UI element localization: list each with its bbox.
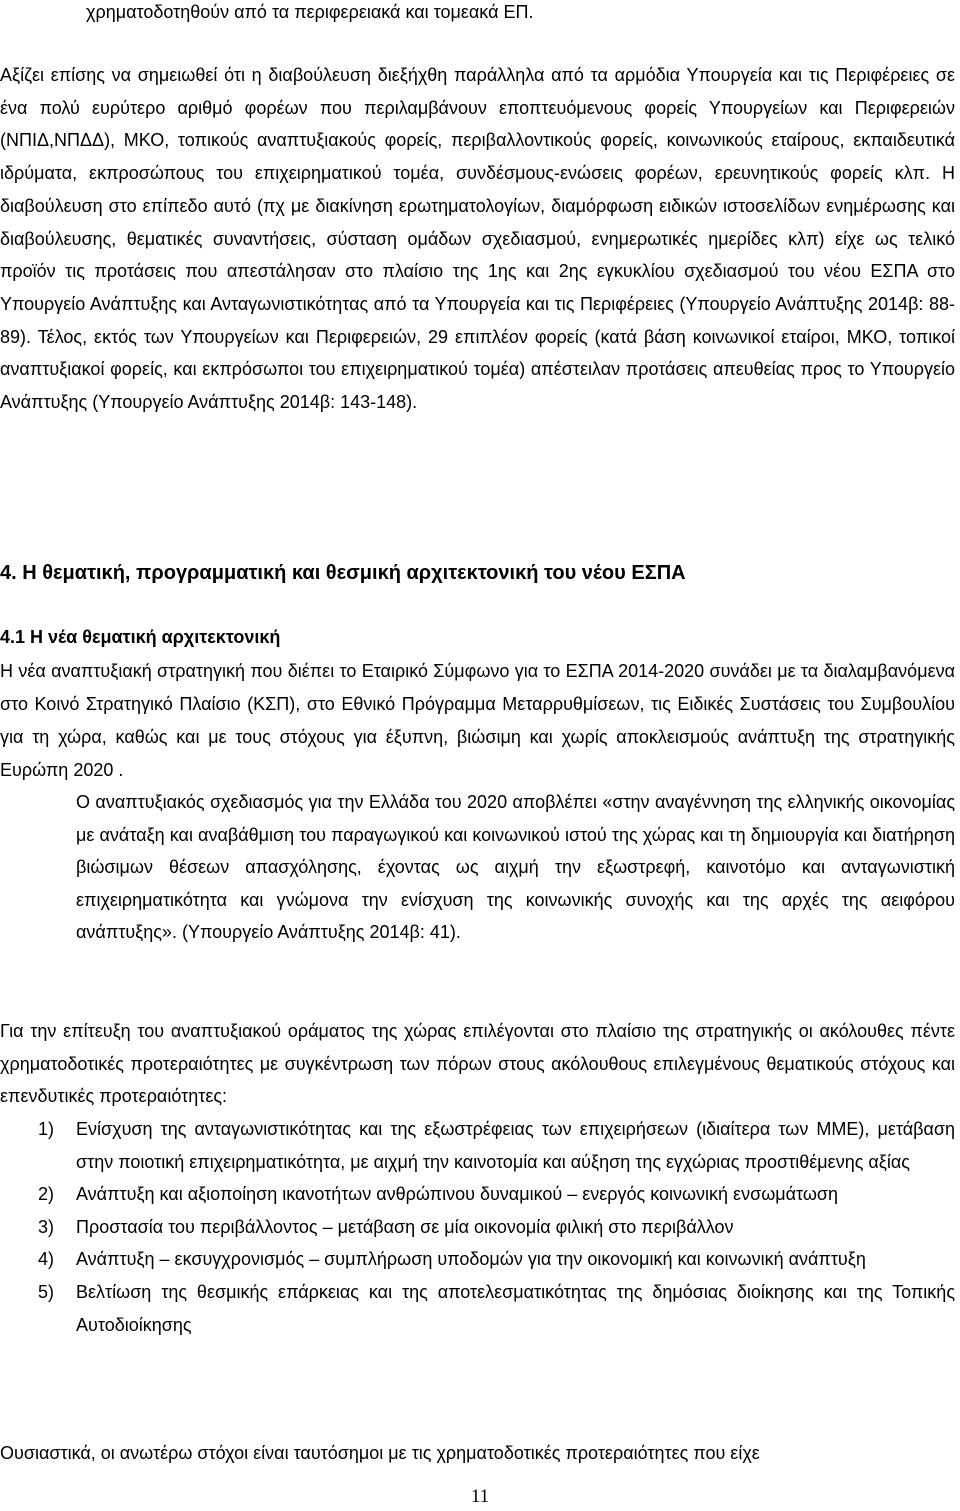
paragraph-strategy: Η νέα αναπτυξιακή στρατηγική που διέπει το Εταιρικό Σύμφωνο για το ΕΣΠΑ 2014-2020 συνάδει με τα διαλαμβανόμενα στο Κοινό Στρατηγικό Πλαίσιο (ΚΣΠ), στο Εθνικό Πρόγραμμα Μεταρρυθμίσεων, τις Ειδικές Συστάσεις του Συμβουλίου για τη χώρα, καθώς και με τους στόχους για έξυπνη, βιώσιμη και χωρίς αποκλεισμούς ανάπτυξη της στρατηγικής Ευρώπη 2020 . <box>0 661 955 780</box>
list-item-text: Ανάπτυξη και αξιοποίηση ικανοτήτων ανθρώπινου δυναμικού – ενεργός κοινωνική ενσωμάτωση <box>76 1184 839 1205</box>
section-heading: 4. Η θεματική, προγραμματική και θεσμική αρχιτεκτονική του νέου ΕΣΠΑ <box>0 562 686 584</box>
list-item-text: Προστασία του περιβάλλοντος – μετάβαση σε μία οικονομία φιλική στο περιβάλλον <box>76 1216 734 1237</box>
list-item-text: Βελτίωση της θεσμικής επάρκειας και της αποτελεσματικότητας της δημόσιας διοίκησης και της Τοπικής Αυτοδιοίκησης <box>76 1281 955 1335</box>
list-item <box>0 1211 955 1244</box>
list-item-number: 3) <box>38 1216 55 1237</box>
list-item <box>0 1178 955 1211</box>
list-item <box>0 1276 955 1341</box>
list-item-number: 1) <box>38 1119 55 1139</box>
list-item-number: 2) <box>38 1184 55 1205</box>
goals-list <box>0 1113 955 1341</box>
list-item <box>0 1113 955 1178</box>
list-item <box>0 1243 955 1276</box>
paragraph-consultation: Αξίζει επίσης να σημειωθεί ότι η διαβούλευση διεξήχθη παράλληλα από τα αρμόδια Υπουργεία και τις Περιφέρειες σε ένα πολύ ευρύτερο αριθμό φορέων που περιλαμβάνουν εποπτευόμενους φορείς Υπουργείων και Περιφερειών (ΝΠΙΔ,ΝΠΔΔ), ΜΚΟ, τοπικούς αναπτυξιακούς φορείς, περιβαλλοντικούς φορείς, κοινωνικούς εταίρους, εκπαιδευτικά ιδρύματα, εκπροσώπους του επιχειρηματικού τομέα, συνδέσμους-ενώσεις φορέων, ερευνητικούς φορείς κλπ. Η διαβούλευση στο επίπεδο αυτό (πχ με διακίνηση ερωτηματολογίων, διαμόρφωση ειδικών ιστοσελίδων ενημέρωσης και διαβούλευσης, θεματικές συναντήσεις, σύσταση ομάδων σχεδιασμού, ενημερωτικές ημερίδες κλπ) είχε ως τελικό προϊόν τις προτάσεις που απεστάλησαν στο πλαίσιο της 1ης και 2ης εγκυκλίου σχεδιασμού του νέου ΕΣΠΑ στο Υπουργείο Ανάπτυξης και Ανταγωνιστικότητας από τα Υπουργεία και τις Περιφέρειες (Υπουργείο Ανάπτυξης 2014β: 88-89). Τέλος, εκτός των Υπουργείων και Περιφερειών, 29 επιπλέον φορείς (κατά βάση κοινωνικοί εταίροι, ΜΚΟ, τοπικοί αναπτυξιακοί φορείς, και εκπρόσωποι του επιχειρηματικού τομέα) απέστειλαν προτάσεις απευθείας προς το Υπουργείο Ανάπτυξης (Υπουργείο Ανάπτυξης 2014β: 143-148). <box>0 65 955 413</box>
list-item-text: Ενίσχυση της ανταγωνιστικότητας και της εξωστρέφειας των επιχειρήσεων (ιδιαίτερα των ΜΜΕ), μετάβαση στην ποιοτική επιχειρηματικότητα, με αιχμή την καινοτομία και αύξηση της εγχώριας προστιθέμενης αξίας <box>76 1119 955 1172</box>
paragraph-priorities: Για την επίτευξη του αναπτυξιακού οράματος της χώρας επιλέγονται στο πλαίσιο της στρατηγικής οι ακόλουθες πέντε χρηματοδοτικές προτεραιότητες με συγκέντρωση των πόρων στους ακόλουθους επιλεγμένους θεματικούς στόχους και επενδυτικές προτεραιότητες: <box>0 1021 955 1107</box>
page-number: 11 <box>470 1486 490 1507</box>
list-item-number: 4) <box>38 1249 55 1270</box>
block-quote: Ο αναπτυξιακός σχεδιασμός για την Ελλάδα του 2020 αποβλέπει «στην αναγέννηση της ελληνικής οικονομίας με ανάταξη και αναβάθμιση του παραγωγικού και κοινωνικού ιστού της χώρας και τη δημιουργία και διατήρηση βιώσιμων θέσεων απασχόλησης, έχοντας ως αιχμή την εξωστρεφή, καινοτόμο και ανταγωνιστική επιχειρηματικότητα και γνώμονα την ενίσχυση της κοινωνικής συνοχής και της αρχές της αειφόρου ανάπτυξης». (Υπουργείο Ανάπτυξης 2014β: 41). <box>76 792 955 943</box>
paragraph-final: Ουσιαστικά, οι ανωτέρω στόχοι είναι ταυτόσημοι με τις χρηματοδοτικές προτεραιότητες που είχε <box>0 1443 760 1463</box>
list-item-number: 5) <box>38 1281 55 1302</box>
continuation-line: χρηματοδοτηθούν από τα περιφερειακά και τομεακά ΕΠ. <box>86 2 534 22</box>
list-item-text: Ανάπτυξη – εκσυγχρονισμός – συμπλήρωση υποδομών για την οικονομική και κοινωνική ανάπτυξη <box>76 1249 866 1270</box>
subsection-heading: 4.1 Η νέα θεματική αρχιτεκτονική <box>0 627 281 647</box>
